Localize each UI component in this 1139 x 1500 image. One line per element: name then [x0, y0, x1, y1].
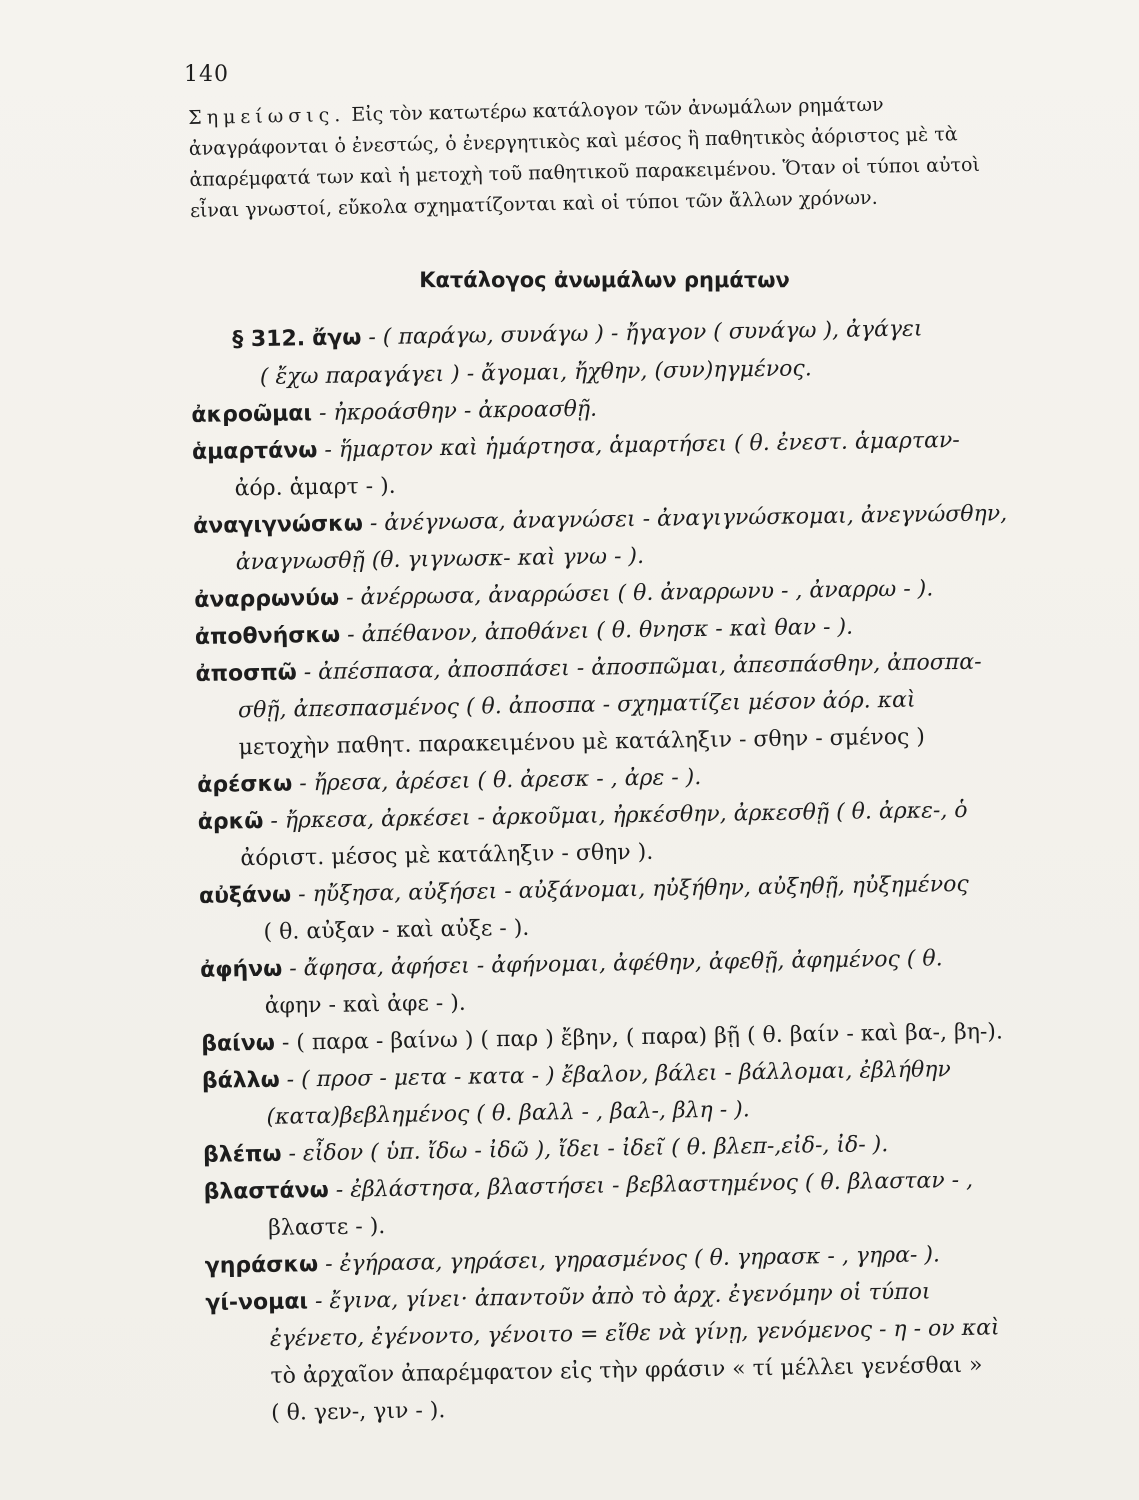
entry-line: [201, 1018, 1003, 1059]
entry-text: ( θ. αὐξαν - καὶ αὐξε - ).: [263, 915, 530, 945]
note-line: ἀπαρέμφατά των καὶ ἡ μετοχὴ τοῦ παθητικοῦ παρακειμένου. Ὅταν οἱ τύποι αὐτοὶ: [189, 153, 981, 191]
entry-line: [238, 687, 916, 726]
entry-text: - ἠκροάσθην - ἀκροασθῇ.: [311, 396, 598, 427]
section-heading: Κατάλογος ἀνωμάλων ρημάτων: [419, 268, 790, 292]
headword: ἀποθνήσκω: [194, 622, 341, 650]
note-paragraph: [188, 87, 1040, 227]
entry-text: ἀναγνωσθῇ (θ. γιγνωσκ- καὶ γνω - ).: [235, 543, 645, 576]
page-number: 140: [184, 62, 229, 87]
headword: ἁμαρτάνω: [191, 438, 318, 465]
entry-line: [203, 1131, 889, 1170]
note-text: Εἰς τὸν κατωτέρω κατάλογον τῶν ἀνωμάλων ρημάτων: [351, 93, 884, 126]
entry-line: [198, 797, 968, 837]
entry-line: [271, 1397, 446, 1428]
headword: ἀρέσκω: [197, 771, 293, 798]
entry-text: - ἀνέγνωσα, ἀναγνώσει - ἀναγιγνώσκομαι, ἀνεγνώσθην,: [362, 501, 1008, 537]
entry-text: - ἄφησα, ἀφήσει - ἀφήνομαι, ἀφέθην, ἀφεθῇ, ἀφημένος ( θ.: [282, 946, 943, 982]
entry-text: ἀφην - καὶ ἀφε - ).: [264, 990, 467, 1019]
entry-line: [202, 1056, 951, 1096]
entry-text: ( ἔχω παραγάγει ) - ἄγομαι, ἤχθην, (συν)ηγμένος.: [259, 356, 812, 390]
headword: βλέπω: [202, 1141, 282, 1168]
entry-line: [260, 355, 812, 392]
entry-text: - ἀπέθανον, ἀποθάνει ( θ. θνησκ - καὶ θαν - ).: [339, 614, 854, 648]
entry-line: [270, 1314, 1000, 1353]
entry-line: [205, 1241, 941, 1281]
headword: ἀφήνω: [199, 956, 283, 983]
entry-line: [205, 1279, 931, 1318]
entry-text: ἀόρ. ἁμαρτ - ).: [234, 473, 396, 502]
verb-list: [0, 308, 1139, 1426]
entry-text: - ἀπέσπασα, ἀποσπάσει - ἀποσπῶμαι, ἀπεσπάσθην, ἀποσπα-: [296, 649, 982, 686]
headword: ἀποσπῶ: [195, 660, 297, 687]
entry-line: [194, 575, 933, 615]
entry-line: [199, 871, 969, 911]
entry-text: - ( προσ - μετα - κατα - ) ἔβαλον, βάλει - βάλλομαι, ἐβλήθην: [279, 1057, 951, 1093]
entry-line: [232, 316, 923, 355]
note-line: ἀναγράφονται ὁ ἐνεστώς, ὁ ἐνεργητικὸς καὶ μέσος ἢ παθητικὸς ἀόριστος μὲ τὰ: [188, 123, 958, 160]
entry-line: [200, 945, 943, 985]
entry-text: - ἐβλάστησα, βλαστήσει - βεβλαστημένος ( θ. βλασταν - ,: [328, 1167, 974, 1203]
entry-line: [197, 764, 701, 800]
entry-text: τὸ ἀρχαῖον ἀπαρέμφατον εἰς τὴν φράσιν « τί μέλλει γενέσθαι »: [270, 1352, 983, 1389]
entry-line: [191, 396, 597, 430]
headword: ἀναγιγνώσκω: [192, 511, 364, 539]
entry-line: [263, 915, 529, 947]
note-label: Σημείωσις.: [188, 103, 346, 129]
entry-text: (κατα)βεβλημένος ( θ. βαλλ - , βαλ-, βλη - ).: [266, 1097, 750, 1130]
entry-text: μετοχὴν παθητ. παρακειμένου μὲ κατάληξιν - σθην - σμένος ): [238, 724, 926, 761]
entry-line: [240, 839, 653, 873]
entry-text: - ἥμαρτον καὶ ἡμάρτησα, ἁμαρτήσει ( θ. ἐνεστ. ἁμαρταν-: [317, 427, 960, 464]
entry-line: [192, 427, 960, 467]
entry-text: σθῇ, ἀπεσπασμένος ( θ. ἀποσπα - σχηματίζει μέσον ἀόρ. καὶ: [237, 687, 916, 724]
entry-text: - ηὔξησα, αὐξήσει - αὐξάνομαι, ηὐξήθην, αὐξηθῇ, ηὐξημένος: [290, 871, 969, 908]
entry-text: - ἐγήρασα, γηράσει, γηρασμένος ( θ. γηρασκ - , γηρα- ).: [317, 1242, 941, 1278]
entry-text: - ἤρεσα, ἀρέσει ( θ. ἀρεσκ - , ἀρε - ).: [292, 765, 702, 797]
headword: ἀναρρωνύω: [194, 585, 340, 613]
entry-line: [203, 1167, 973, 1207]
section-number: § 312.: [232, 326, 306, 353]
entry-text: - ἔγινα, γίνει· ἀπαντοῦν ἀπὸ τὸ ἀρχ. ἐγενόμην οἱ τύποι: [307, 1279, 931, 1315]
entry-line: [266, 1096, 750, 1132]
headword: βαίνω: [201, 1030, 276, 1057]
entry-line: [234, 473, 396, 504]
headword: γί-νομαι: [205, 1289, 309, 1316]
entry-line: [268, 1213, 386, 1243]
entry-line: [270, 1352, 982, 1391]
entry-line: [236, 543, 645, 577]
headword: βάλλω: [201, 1067, 280, 1094]
entry-line: [265, 990, 467, 1021]
entry-line: [238, 724, 925, 763]
headword: ἀκροῶμαι: [191, 401, 313, 429]
note-line: εἶναι γνωστοί, εὔκολα σχηματίζονται καὶ οἱ τύποι τῶν ἄλλων χρόνων.: [189, 186, 878, 222]
entry-text: ( θ. γεν-, γιν - ).: [270, 1398, 446, 1426]
entry-text: - ἤρκεσα, ἀρκέσει - ἀρκοῦμαι, ἠρκέσθην, ἀρκεσθῇ ( θ. ἀρκε-, ὁ: [263, 797, 968, 834]
entry-line: [195, 614, 854, 652]
headword: γηράσκω: [204, 1252, 319, 1279]
headword: αὐξάνω: [198, 882, 292, 909]
entry-text: - ( παρα - βαίνω ) ( παρ ) ἔβην, ( παρα) βῇ ( θ. βαίν - καὶ βα-, βη-).: [274, 1019, 1004, 1056]
entry-text: βλαστε - ).: [268, 1214, 386, 1241]
headword: ἀρκῶ: [197, 808, 264, 835]
entry-text: - ἀνέρρωσα, ἀναρρώσει ( θ. ἀναρρωνυ - , ἀναρρω - ).: [338, 576, 934, 611]
entry-text: - ( παράγω, συνάγω ) - ἤγαγον ( συνάγω ), ἀγάγει: [361, 316, 923, 351]
entry-line: [193, 500, 1007, 541]
entry-text: ἀόριστ. μέσος μὲ κατάληξιν - σθην ).: [240, 839, 654, 872]
entry-text: - εἶδον ( ὑπ. ἴδω - ἰδῶ ), ἴδει - ἰδεῖ ( θ. βλεπ-,εἰδ-, ἰδ- ).: [281, 1132, 889, 1167]
entry-text: ἐγένετο, ἐγένοντο, γένοιτο = εἴθε νὰ γίνῃ, γενόμενος - η - ον καὶ: [269, 1315, 1000, 1352]
entry-line: [195, 649, 981, 689]
headword: βλαστάνω: [203, 1177, 330, 1205]
headword: ἄγω: [311, 325, 362, 352]
